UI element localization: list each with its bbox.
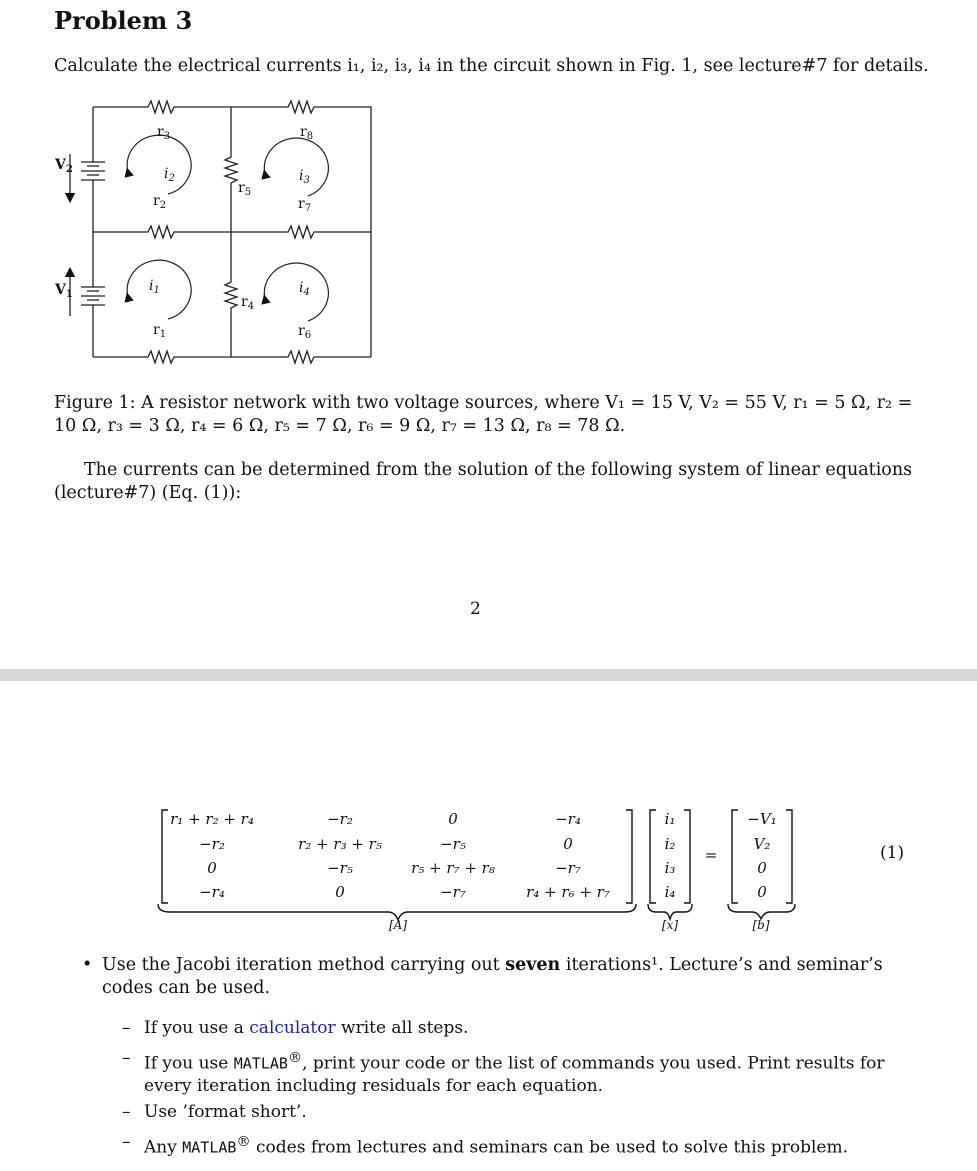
label-r2: $r_2$ — [153, 193, 167, 211]
A-r4c3: −r₇ — [440, 883, 466, 901]
x-1: i₁ — [664, 810, 676, 828]
subitem-calculator — [122, 1017, 922, 1039]
A-r4c4: r₄ + r₆ + r₇ — [526, 883, 610, 901]
label-r4: $r_4$ — [241, 294, 255, 312]
A-r4c1: −r₄ — [199, 883, 225, 901]
circuit-diagram — [50, 92, 380, 367]
s1-end: write all steps. — [341, 1018, 469, 1038]
label-x: [x] — [661, 918, 679, 932]
s3-text: Use ’format short’. — [144, 1102, 307, 1122]
dash-marker: – — [122, 1018, 131, 1038]
subitem-any-codes — [122, 1131, 922, 1159]
label-V1: $V_1$ — [55, 282, 73, 300]
bullet-text-end: iterations¹. Lecture’s and seminar’s codes can be used. — [102, 955, 883, 998]
registered-mark: ® — [236, 1134, 251, 1150]
label-r3: $r_3$ — [157, 124, 171, 142]
label-i2: $i_2$ — [164, 166, 175, 184]
equation-intro: The currents can be determined from the solution of the following system of linear equations (lecture#7) (Eq. (1)): — [54, 460, 913, 503]
A-r1c3: 0 — [448, 810, 458, 828]
A-r2c2: r₂ + r₃ + r₅ — [298, 835, 382, 853]
label-r5: $r_5$ — [238, 180, 252, 198]
page-break — [0, 669, 977, 681]
label-i3: $i_3$ — [299, 168, 310, 186]
A-r3c4: −r₇ — [555, 859, 581, 877]
registered-mark: ® — [287, 1050, 303, 1066]
A-r1c2: −r₂ — [327, 810, 353, 828]
bullet-marker: • — [82, 955, 93, 975]
A-r2c3: −r₅ — [440, 835, 466, 853]
b-4: 0 — [757, 883, 767, 901]
matrix-equation — [150, 800, 810, 935]
x-2: i₂ — [664, 835, 676, 853]
label-r6: $r_6$ — [298, 323, 312, 341]
problem-intro: Calculate the electrical currents i₁, i₂, i₃, i₄ in the circuit shown in Fig. 1, see lecture#7 for details. — [54, 56, 929, 76]
label-r7: $r_7$ — [298, 196, 312, 214]
bullet-jacobi — [82, 954, 912, 1000]
A-r2c1: −r₂ — [199, 835, 225, 853]
b-2: V₂ — [753, 835, 771, 853]
label-b: [b] — [752, 918, 770, 932]
A-r1c4: −r₄ — [555, 810, 581, 828]
label-r1: $r_1$ — [153, 322, 167, 340]
A-r2c4: 0 — [563, 835, 573, 853]
A-r3c3: r₅ + r₇ + r₈ — [411, 859, 495, 877]
bullet-text-start: Use the Jacobi iteration method carrying out — [102, 955, 500, 975]
subitem-matlab-print — [122, 1047, 922, 1097]
equation-number: (1) — [880, 843, 905, 863]
label-r8: $r_8$ — [300, 124, 314, 142]
subitem-format-short — [122, 1101, 922, 1123]
label-V2: $V_2$ — [55, 157, 73, 175]
dash-marker: – — [122, 1132, 131, 1152]
s1-start: If you use a — [144, 1018, 244, 1038]
s4-end: codes from lectures and seminars can be used to solve this problem. — [256, 1137, 848, 1158]
problem-title: Problem 3 — [54, 6, 193, 35]
dash-marker: – — [122, 1048, 131, 1068]
equals-sign: = — [704, 846, 718, 864]
x-3: i₃ — [664, 859, 676, 877]
b-1: −V₁ — [747, 810, 777, 828]
b-3: 0 — [757, 859, 767, 877]
label-i4: $i_4$ — [299, 280, 310, 298]
figure-caption: Figure 1: A resistor network with two voltage sources, where V₁ = 15 V, V₂ = 55 V, r₁ = 5 Ω, r₂ = 10 Ω, r₃ = 3 Ω, r₄ = 6 Ω, r₅ = 7 Ω, r₆ = 9 Ω, r₇ = 13 Ω, r₈ = 78 Ω. — [54, 393, 913, 436]
A-r3c1: 0 — [207, 859, 217, 877]
A-r4c2: 0 — [335, 883, 345, 901]
label-A: [A] — [388, 918, 408, 932]
label-i1: $i_1$ — [149, 278, 160, 296]
calculator-link[interactable]: calculator — [249, 1018, 336, 1038]
x-4: i₄ — [664, 883, 676, 901]
A-r3c2: −r₅ — [327, 859, 353, 877]
s4-start: Any — [144, 1137, 177, 1158]
s2-start: If you use — [144, 1053, 229, 1074]
page-number: 2 — [470, 599, 481, 619]
dash-marker: – — [122, 1102, 131, 1122]
A-r1c1: r₁ + r₂ + r₄ — [170, 810, 254, 828]
s2-end: , print your code or the list of commands you used. Print results for every iteration including residuals for each equation. — [144, 1053, 885, 1096]
bullet-bold-seven: seven — [505, 955, 561, 975]
matlab-name: MATLAB — [182, 1138, 237, 1157]
matlab-name: MATLAB — [233, 1054, 288, 1073]
